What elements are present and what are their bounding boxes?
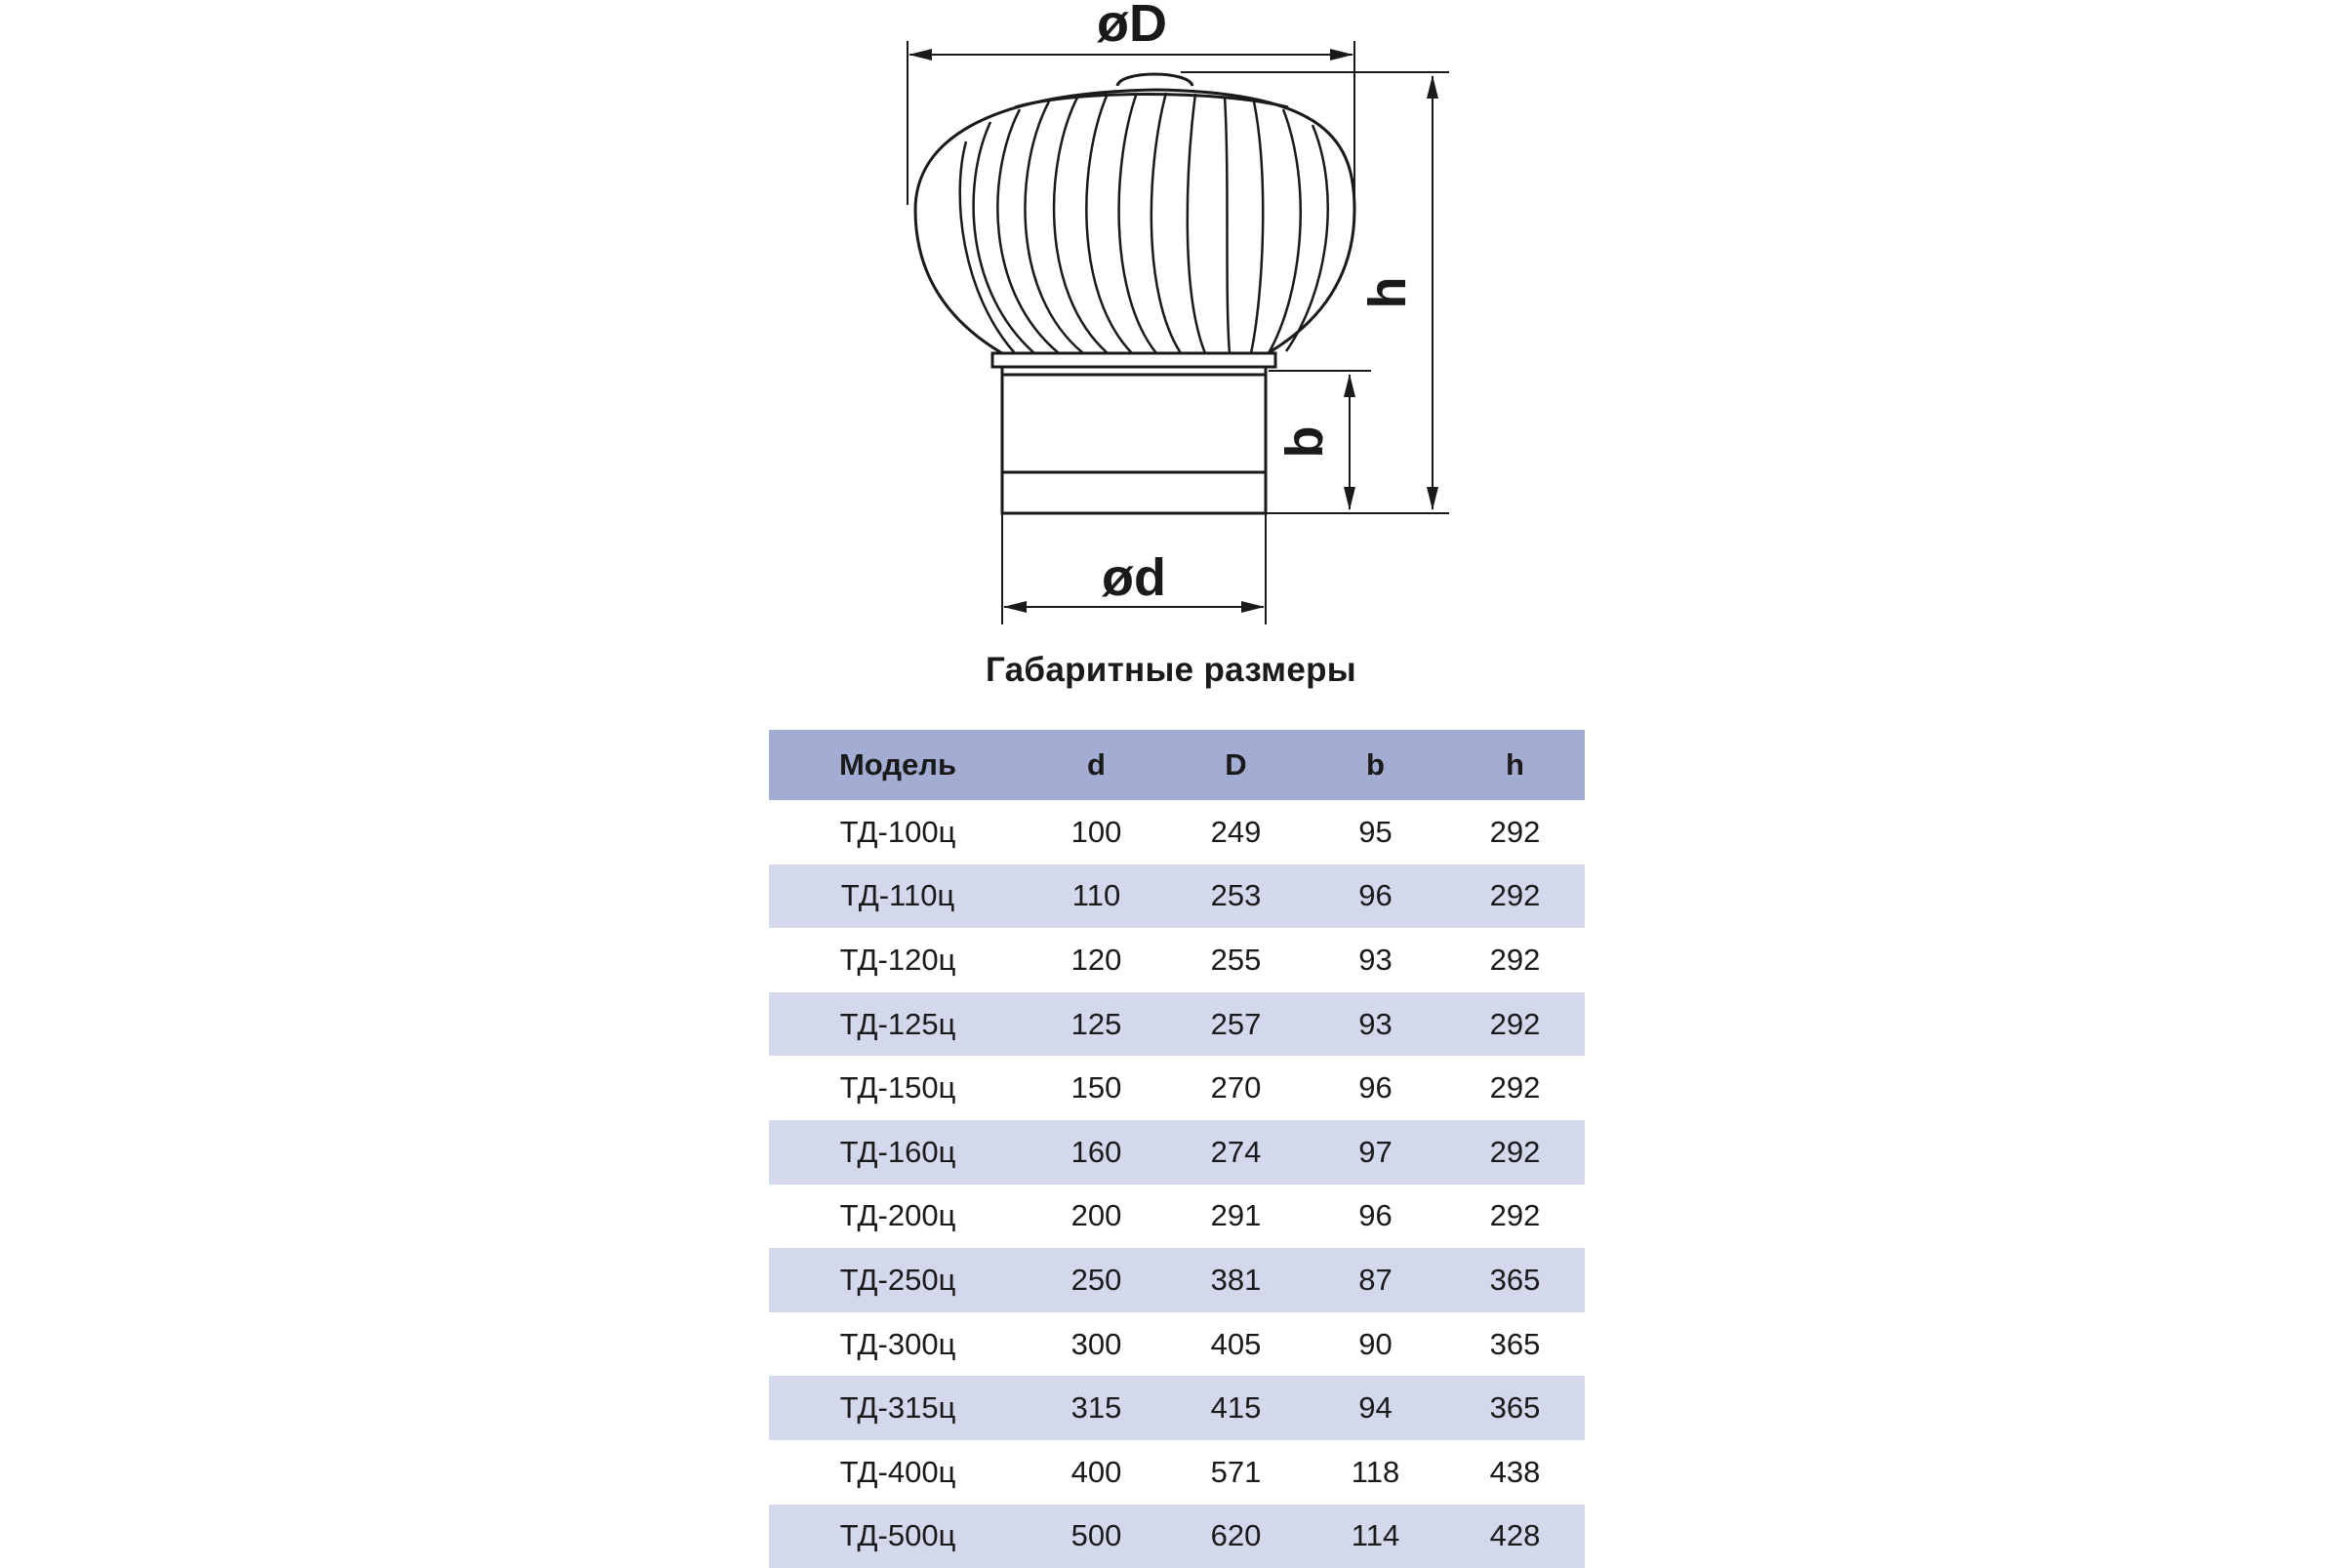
cell-b: 96 <box>1306 864 1445 929</box>
table-row <box>769 1120 1585 1185</box>
cell-model: ТД-125ц <box>769 992 1027 1057</box>
cell-h: 292 <box>1445 864 1585 929</box>
cell-b: 87 <box>1306 1248 1445 1312</box>
cell-h: 438 <box>1489 1454 1541 1489</box>
dimensions-table <box>769 730 1585 1568</box>
cell-h: 292 <box>1445 1120 1585 1185</box>
cell-b: 114 <box>1306 1505 1445 1568</box>
table-row <box>769 1056 1585 1120</box>
header-b: b <box>1306 730 1445 800</box>
table-row <box>769 1376 1585 1440</box>
pipe-diameter-label: ød <box>1102 548 1166 607</box>
cell-h: 292 <box>1489 814 1541 849</box>
table-row <box>769 928 1585 992</box>
cell-b: 90 <box>1358 1326 1393 1361</box>
cell-d: 500 <box>1027 1505 1166 1568</box>
turbo-deflector-drawing <box>0 0 2342 644</box>
cell-model: ТД-300ц <box>839 1326 956 1361</box>
cell-model: ТД-315ц <box>769 1376 1027 1440</box>
cell-D: 253 <box>1166 864 1306 929</box>
table-row <box>769 992 1585 1057</box>
cell-h: 292 <box>1489 1070 1541 1106</box>
cell-b: 95 <box>1358 814 1393 849</box>
cell-h: 292 <box>1445 992 1585 1057</box>
cell-D: 255 <box>1210 942 1262 977</box>
table-row <box>769 864 1585 929</box>
table-row <box>769 800 1585 864</box>
header-d: d <box>1027 730 1166 800</box>
cell-d: 160 <box>1027 1120 1166 1185</box>
cell-D: 381 <box>1166 1248 1306 1312</box>
cell-model: ТД-500ц <box>769 1505 1027 1568</box>
cell-model: ТД-200ц <box>839 1198 956 1233</box>
cell-D: 571 <box>1210 1454 1262 1489</box>
pipe-height-label: b <box>1275 425 1334 459</box>
cell-h: 292 <box>1489 942 1541 977</box>
cell-d: 120 <box>1070 942 1122 977</box>
table-row <box>769 1248 1585 1312</box>
cell-d: 110 <box>1027 864 1166 929</box>
cell-d: 250 <box>1027 1248 1166 1312</box>
cell-b: 97 <box>1306 1120 1445 1185</box>
cell-D: 249 <box>1210 814 1262 849</box>
outer-diameter-label: øD <box>1097 0 1167 53</box>
cell-b: 96 <box>1358 1070 1393 1106</box>
cell-b: 93 <box>1358 942 1393 977</box>
table-row <box>769 1440 1585 1505</box>
cell-d: 150 <box>1070 1070 1122 1106</box>
table-title: Габаритные размеры <box>985 651 1356 689</box>
cell-D: 291 <box>1210 1198 1262 1233</box>
cell-b: 118 <box>1351 1454 1400 1489</box>
cell-D: 415 <box>1166 1376 1306 1440</box>
cell-D: 620 <box>1166 1505 1306 1568</box>
table-row <box>769 1185 1585 1249</box>
total-height-label: h <box>1358 276 1417 309</box>
table-row <box>769 1312 1585 1377</box>
cell-model: ТД-100ц <box>839 814 956 849</box>
cell-b: 96 <box>1358 1198 1393 1233</box>
header-model: Модель <box>769 730 1027 800</box>
pipe-spigot <box>1002 375 1266 513</box>
cell-d: 315 <box>1027 1376 1166 1440</box>
cell-h: 365 <box>1445 1248 1585 1312</box>
cell-D: 270 <box>1210 1070 1262 1106</box>
cell-model: ТД-150ц <box>839 1070 956 1106</box>
cell-h: 292 <box>1489 1198 1541 1233</box>
cell-h: 428 <box>1445 1505 1585 1568</box>
header-h: h <box>1445 730 1585 800</box>
cell-d: 300 <box>1070 1326 1122 1361</box>
cell-model: ТД-120ц <box>839 942 956 977</box>
cell-h: 365 <box>1489 1326 1541 1361</box>
cell-D: 274 <box>1166 1120 1306 1185</box>
table-row <box>769 1505 1585 1568</box>
cell-model: ТД-400ц <box>839 1454 956 1489</box>
turbine-head <box>915 74 1354 356</box>
cell-D: 405 <box>1210 1326 1262 1361</box>
cell-d: 100 <box>1070 814 1122 849</box>
cell-b: 94 <box>1306 1376 1445 1440</box>
turbine-vanes <box>960 93 1328 353</box>
cell-b: 93 <box>1306 992 1445 1057</box>
turbine-top-ring <box>1015 95 1288 108</box>
cell-D: 257 <box>1166 992 1306 1057</box>
cell-model: ТД-160ц <box>769 1120 1027 1185</box>
cell-d: 125 <box>1027 992 1166 1057</box>
cell-model: ТД-110ц <box>769 864 1027 929</box>
header-D: D <box>1166 730 1306 800</box>
turbine-cap <box>1117 74 1192 86</box>
cell-d: 200 <box>1070 1198 1122 1233</box>
cell-d: 400 <box>1070 1454 1122 1489</box>
cell-h: 365 <box>1445 1376 1585 1440</box>
table-header-row <box>769 730 1585 800</box>
cell-model: ТД-250ц <box>769 1248 1027 1312</box>
bearing-ring <box>992 353 1275 375</box>
